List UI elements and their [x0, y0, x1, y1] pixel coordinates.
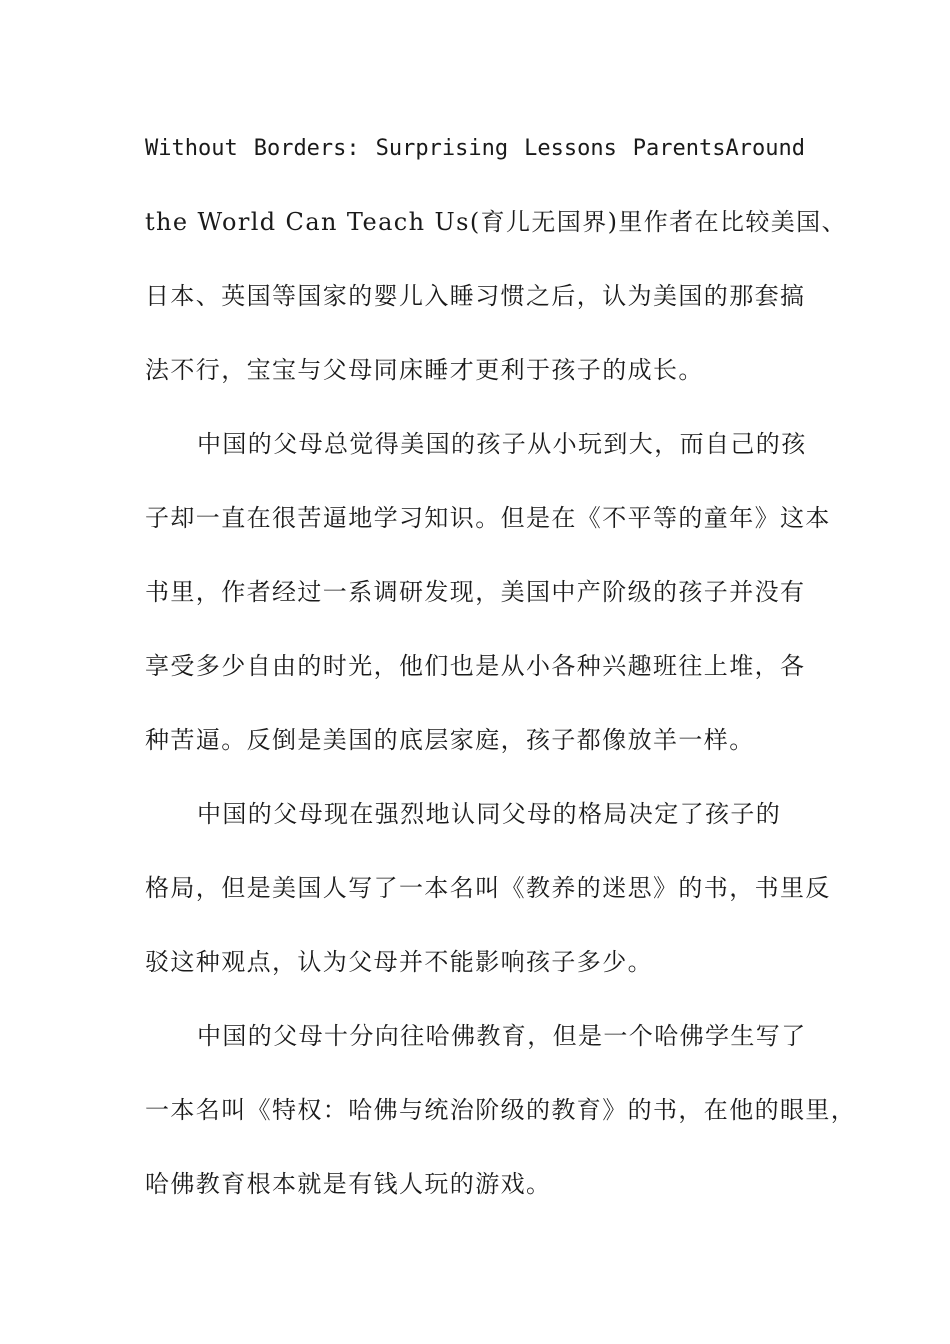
paragraph-4-line-1: 中国的父母十分向往哈佛教育，但是一个哈佛学生写了: [197, 1022, 807, 1050]
paragraph-2-line-3: 书里，作者经过一系调研发现，美国中产阶级的孩子并没有: [145, 578, 806, 606]
document-body: [145, 130, 857, 1240]
word: Borders:: [253, 136, 360, 161]
paragraph-3-line-1: 中国的父母现在强烈地认同父母的格局决定了孩子的: [197, 800, 782, 828]
paragraph-1-line-4: 法不行，宝宝与父母同床睡才更利于孩子的成长。: [145, 356, 704, 384]
paragraph-4-line-2: 一本名叫《特权：哈佛与统治阶级的教育》的书，在他的眼里，: [145, 1096, 857, 1124]
paragraph-3-line-2: 格局，但是美国人写了一本名叫《教养的迷思》的书，书里反: [145, 874, 831, 902]
paragraph-4-line-3: 哈佛教育根本就是有钱人玩的游戏。: [145, 1170, 552, 1198]
word: ParentsAround: [632, 136, 805, 161]
word: Surprising: [375, 136, 509, 161]
paragraph-2-line-5: 种苦逼。反倒是美国的底层家庭，孩子都像放羊一样。: [145, 726, 755, 754]
paragraph-2-line-1: 中国的父母总觉得美国的孩子从小玩到大，而自己的孩: [197, 430, 807, 458]
paragraph-2-line-2: 子却一直在很苦逼地学习知识。但是在《不平等的童年》这本: [145, 504, 831, 532]
paragraph-3-line-3: 驳这种观点，认为父母并不能影响孩子多少。: [145, 948, 653, 976]
paragraph-1-line-2: the World Can Teach Us(育儿无国界)里作者在比较美国、: [145, 208, 847, 236]
paragraph-1-line-1: [145, 130, 805, 167]
word: Without: [145, 136, 238, 161]
word: Lessons: [524, 136, 617, 161]
paragraph-2-line-4: 享受多少自由的时光，他们也是从小各种兴趣班往上堆，各: [145, 652, 806, 680]
paragraph-1-line-3: 日本、英国等国家的婴儿入睡习惯之后，认为美国的那套搞: [145, 282, 806, 310]
